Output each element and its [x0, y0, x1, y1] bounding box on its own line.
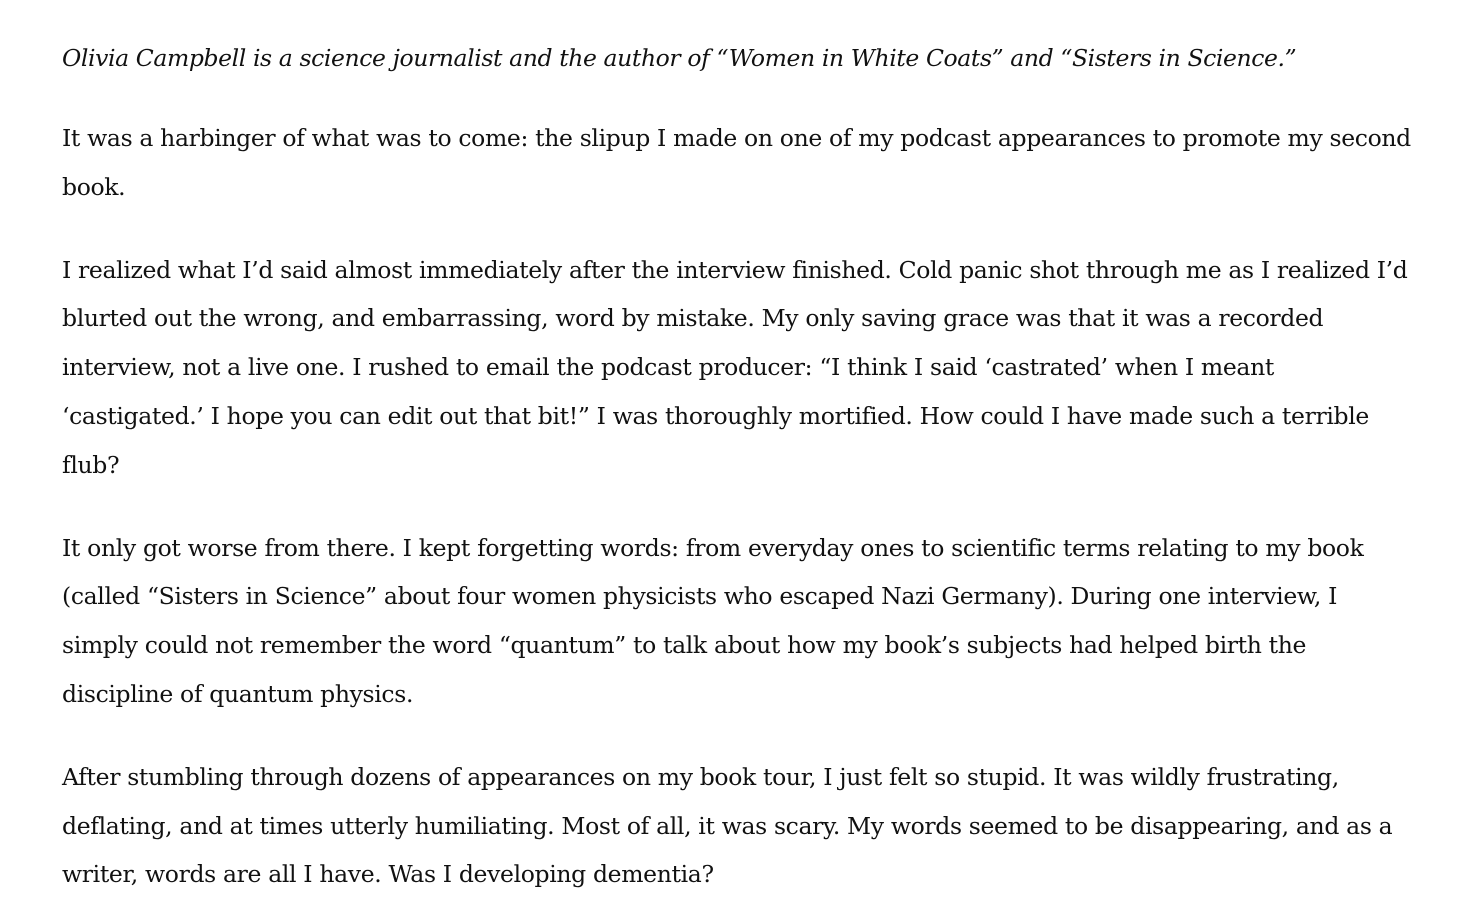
paragraph-4: After stumbling through dozens of appearances on my book tour, I just felt so stupid. It was wildly frustrating, deflating, and at times utterly humiliating. Most of all, it was scary. My words seemed to be disappearing, and as a writer, words are all I have. Was I developing dementia? [62, 762, 1393, 889]
paragraph-3: It only got worse from there. I kept forgetting words: from everyday ones to scientific terms relating to my book (called “Sisters in Science” about four women physicists who escaped Nazi Germany). During one interview, I simply could not remember the word “quantum” to talk about how my book’s subjects had helped birth the discipline of quantum physics. [62, 533, 1364, 708]
article-body [62, 36, 1412, 899]
paragraph-1: It was a harbinger of what was to come: the slipup I made on one of my podcast appearances to promote my second book. [62, 124, 1411, 201]
paragraph-2: I realized what I’d said almost immediately after the interview finished. Cold panic shot through me as I realized I’d blurted out the wrong, and embarrassing, word by mistake. My only saving grace was that it was a recorded interview, not a live one. I rushed to email the podcast producer: “I think I said ‘castrated’ when I meant ‘castigated.’ I hope you can edit out that bit!” I was thoroughly mortified. How could I have made such a terrible flub? [62, 255, 1408, 479]
author-note: Olivia Campbell is a science journalist and the author of “Women in White Coats” and “Sisters in Science.” [62, 44, 1297, 72]
